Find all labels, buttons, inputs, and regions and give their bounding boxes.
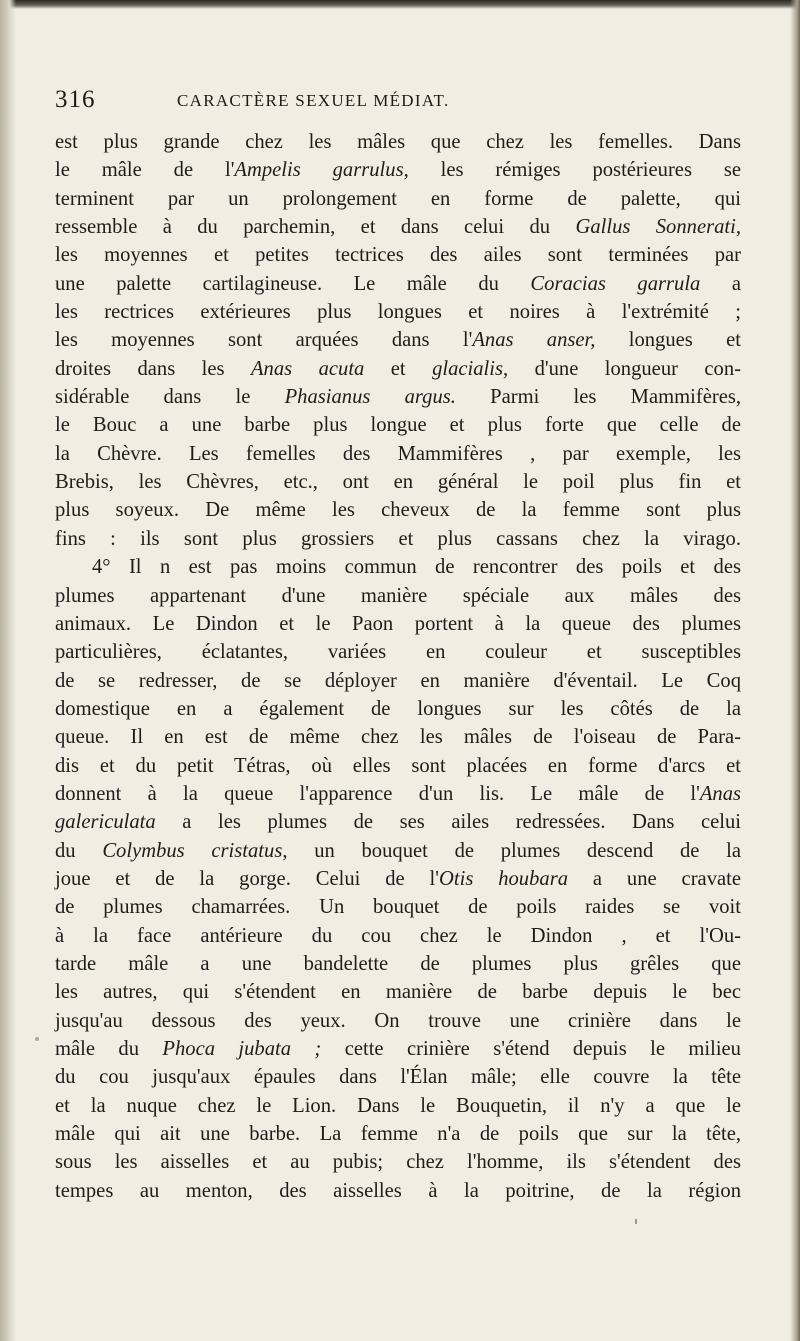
page-number: 316 [55,86,96,113]
text-segment: particulières, éclatantes, variées en couleur et susceptibles [55,641,741,664]
text-segment: Parmi les Mammifères, [455,386,742,409]
text-segment: animaux. Le Dindon et le Paon portent à la queue des plumes [55,612,741,635]
text-line [55,326,741,354]
text-segment: est plus grande chez les mâles que chez les femelles. Dans [55,131,741,153]
text-segment: jusqu'au dessous des yeux. On trouve une crinière dans le [55,1009,741,1032]
running-head: CARACTÈRE SEXUEL MÉDIAT. [177,91,450,110]
text-segment: ressemble à du parchemin, et dans celui du [55,216,576,239]
text-line [55,1148,741,1176]
text-segment: le mâle de l' [55,159,235,182]
text-segment: de plumes chamarrées. Un bouquet de poils raides se voit [55,896,741,919]
text-segment: terminent par un prolongement en forme de palette, qui [55,187,741,210]
text-line [55,468,741,496]
text-segment: sidérable dans le [55,386,285,409]
body-text [55,128,741,1205]
text-segment: 4° Il n est pas moins commun de rencontrer des poils et des [92,556,741,579]
text-line [55,355,741,383]
text-line [55,695,741,723]
text-segment: joue et de la gorge. Celui de l' [55,867,439,890]
text-segment: mâle du [55,1038,163,1060]
text-line [55,837,741,865]
text-segment: le Bouc a une barbe plus longue et plus forte que celle de [55,414,741,437]
italic-term: Anas acuta [250,357,365,380]
italic-term: Phasianus argus. [284,386,456,409]
text-segment: les autres, qui s'étendent en manière de barbe depuis le bec [55,981,741,1004]
text-line [55,723,741,751]
text-line [55,128,741,156]
text-segment: à la face antérieure du cou chez le Dindon , et l'Ou- [55,924,741,947]
text-line [55,808,741,836]
text-segment: du cou jusqu'aux épaules dans l'Élan mâle; elle couvre la tête [55,1066,741,1089]
text-line [55,1007,741,1035]
text-line [55,411,741,439]
text-segment: , les rémiges postérieures se [403,159,741,182]
page-speck [635,1219,637,1224]
text-segment: les moyennes sont arquées dans l' [55,329,473,352]
text-segment: tempes au menton, des aisselles à la poitrine, de la région [55,1179,741,1202]
text-line [55,1035,741,1063]
text-segment: les moyennes et petites tectrices des ailes sont terminées par [55,244,741,267]
text-segment: , d'une longueur con- [503,357,741,380]
text-segment: tarde mâle a une bandelette de plumes plus grêles que [55,952,741,975]
page-right-shadow [790,0,800,1341]
italic-term: Anas [699,782,741,805]
text-line [55,610,741,638]
text-line [55,1177,741,1205]
text-segment: sous les aisselles et au pubis; chez l'homme, ils s'étendent des [55,1151,741,1174]
italic-term: galericulata [55,811,156,834]
text-segment: a les plumes de ses ailes redressées. Dans celui [155,811,741,834]
page-header [55,86,735,124]
text-line [55,156,741,184]
text-line [55,553,741,581]
text-line [55,638,741,666]
text-line [55,185,741,213]
text-segment: plus soyeux. De même les cheveux de la femme sont plus [55,499,741,522]
italic-term: Ampelis garrulus [234,159,404,182]
text-line [55,950,741,978]
text-segment: une palette cartilagineuse. Le mâle du [55,272,531,295]
text-line [55,496,741,524]
margin-speck [35,1037,39,1041]
text-line [55,241,741,269]
text-line [55,978,741,1006]
text-segment: fins : ils sont plus grossiers et plus cassans chez la virago. [55,527,741,550]
text-segment: longues et [595,329,741,352]
text-segment: du [55,839,103,862]
text-line [55,1120,741,1148]
text-segment: plumes appartenant d'une manière spéciale aux mâles des [55,584,741,607]
text-segment: , un bouquet de plumes descend de la [282,839,741,862]
text-segment: mâle qui ait une barbe. La femme n'a de poils que sur la tête, [55,1123,741,1146]
text-segment: cette crinière s'étend depuis le milieu [321,1038,741,1060]
text-segment: domestique en a également de longues sur les côtés de la [55,697,741,720]
text-line [55,440,741,468]
italic-term: Colymbus cristatus [102,839,283,862]
text-line [55,752,741,780]
text-line [55,383,741,411]
text-line [55,667,741,695]
text-line [55,1092,741,1120]
text-line [55,1063,741,1091]
italic-term: glacialis [432,357,504,380]
italic-term: Coracias garrula [530,272,701,295]
text-line [55,865,741,893]
text-segment: la Chèvre. Les femelles des Mammifères , par exemple, les [55,442,741,465]
text-line [55,582,741,610]
text-segment: et la nuque chez le Lion. Dans le Bouquetin, il n'y a que le [55,1094,741,1117]
text-segment: a une cravate [568,867,741,890]
text-segment: les rectrices extérieures plus longues et noires à l'extrémité ; [55,301,741,324]
text-line [55,213,741,241]
text-line [55,270,741,298]
text-line [55,298,741,326]
text-segment: dis et du petit Tétras, où elles sont placées en forme d'arcs et [55,754,741,777]
text-segment: a [700,272,741,295]
page-left-shadow [0,0,16,1341]
text-line [55,525,741,553]
text-line [55,922,741,950]
italic-term: Phoca jubata ; [162,1038,322,1060]
italic-term: Otis houbara [439,867,569,890]
text-segment: donnent à la queue l'apparence d'un lis. Le mâle de l' [55,782,700,805]
text-segment: et [364,357,433,380]
text-segment: Brebis, les Chèvres, etc., ont en général le poil plus fin et [55,471,741,494]
italic-term: Gallus Sonnerati, [575,216,741,239]
text-segment: droites dans les [55,357,251,380]
italic-term: Anas anser, [472,329,596,352]
text-line [55,780,741,808]
text-segment: queue. Il en est de même chez les mâles de l'oiseau de Para- [55,726,741,749]
text-line [55,893,741,921]
page-top-shadow [0,0,800,9]
text-segment: de se redresser, de se déployer en manière d'éventail. Le Coq [55,669,741,692]
